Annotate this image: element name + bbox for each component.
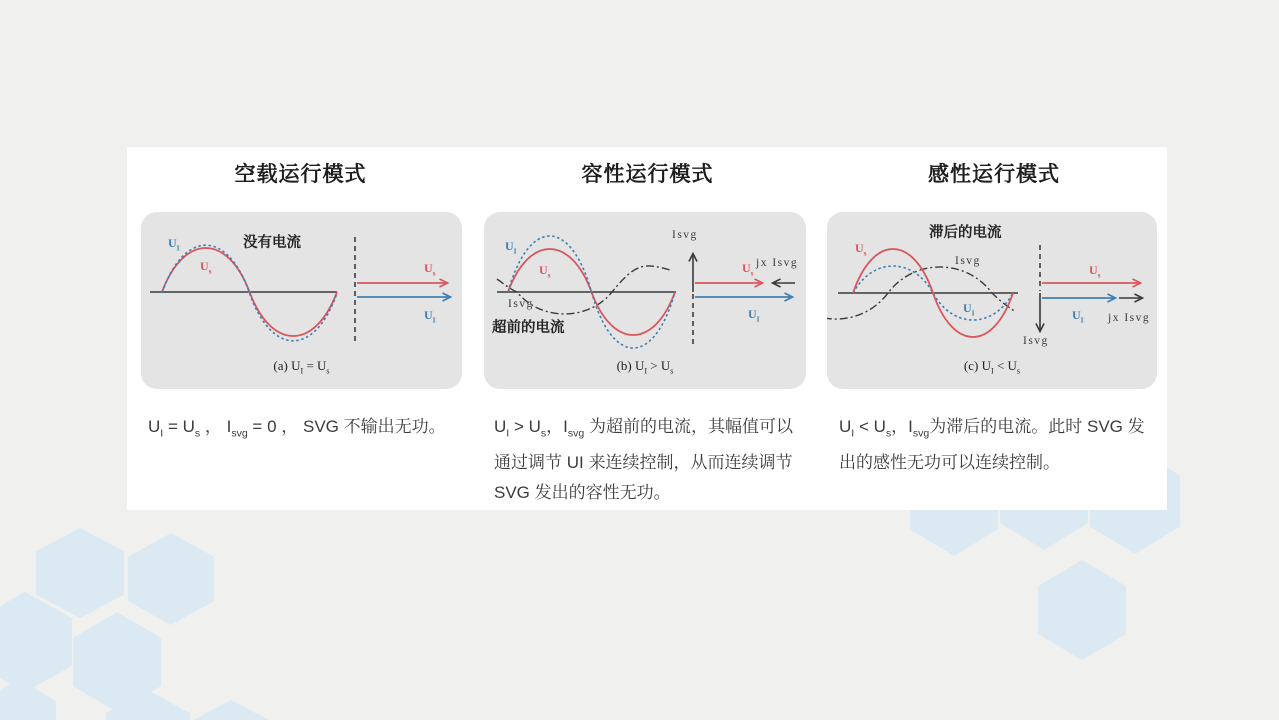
curve-label-ui: $U_I$ [505,239,517,256]
waveform-card-inductive [827,212,1157,389]
phasor-label-ui: $U_I$ [1072,308,1084,325]
hexagon-decoration [1038,560,1126,660]
curve-label-ui: $U_I$ [168,236,180,253]
hexagon-decoration [0,678,56,720]
waveform-card-capacitive [484,212,806,389]
annotation-lagging-current: 滞后的电流 [929,225,1002,241]
panel-title-no-load: 空载运行模式 [234,163,367,186]
phasor-label-jx-isvg: jx Isvg [1108,312,1151,324]
hexagon-decoration [128,533,214,625]
curve-label-us: $U_s$ [200,259,212,276]
hexagon-decoration [192,700,270,720]
waveform-card-no-load [141,212,462,389]
curve-label-isvg: Isvg [955,255,981,267]
phasor-label-us: $U_s$ [742,261,754,278]
description-inductive: $U_I < U_s$，$I_{svg}$为滞后的电流。此时 SVG 发出的感性无功可以连续控制。 [839,417,1145,473]
phasor-label-us: $U_s$ [1089,263,1101,280]
description-capacitive: $U_I > U_s$，$I_{svg}$ 为超前的电流，其幅值可以通过调节 UI 来连续控制，从而连续调节 SVG 发出的容性无功。 [494,417,793,503]
description-no-load: $U_I = U_s$ ， $I_{svg} = 0$ ， SVG 不输出无功。 [148,417,446,440]
curve-label-us: $U_s$ [855,241,867,258]
curve-label-isvg: Isvg [508,298,534,310]
caption-c: (c) $U_I < U_s$ [963,358,1021,376]
panel-title-capacitive: 容性运行模式 [581,163,714,186]
curve-label-ui: $U_I$ [963,301,975,318]
panel-title-inductive: 感性运行模式 [928,163,1060,186]
phasor-label-us: $U_s$ [424,261,436,278]
hexagon-decoration [36,528,124,618]
phasor-label-isvg: Isvg [1023,335,1049,347]
phasor-label-jx-isvg: jx Isvg [756,257,799,269]
phasor-label-ui: $U_I$ [748,307,760,324]
phasor-label-isvg: Isvg [672,229,698,241]
caption-a: (a) $U_I = U_s$ [273,358,330,376]
phasor-label-ui: $U_I$ [424,308,436,325]
curve-label-us: $U_s$ [539,263,551,280]
annotation-no-current: 没有电流 [243,235,301,251]
annotation-leading-current: 超前的电流 [492,320,565,336]
caption-b: (b) $U_I > U_s$ [616,358,674,376]
